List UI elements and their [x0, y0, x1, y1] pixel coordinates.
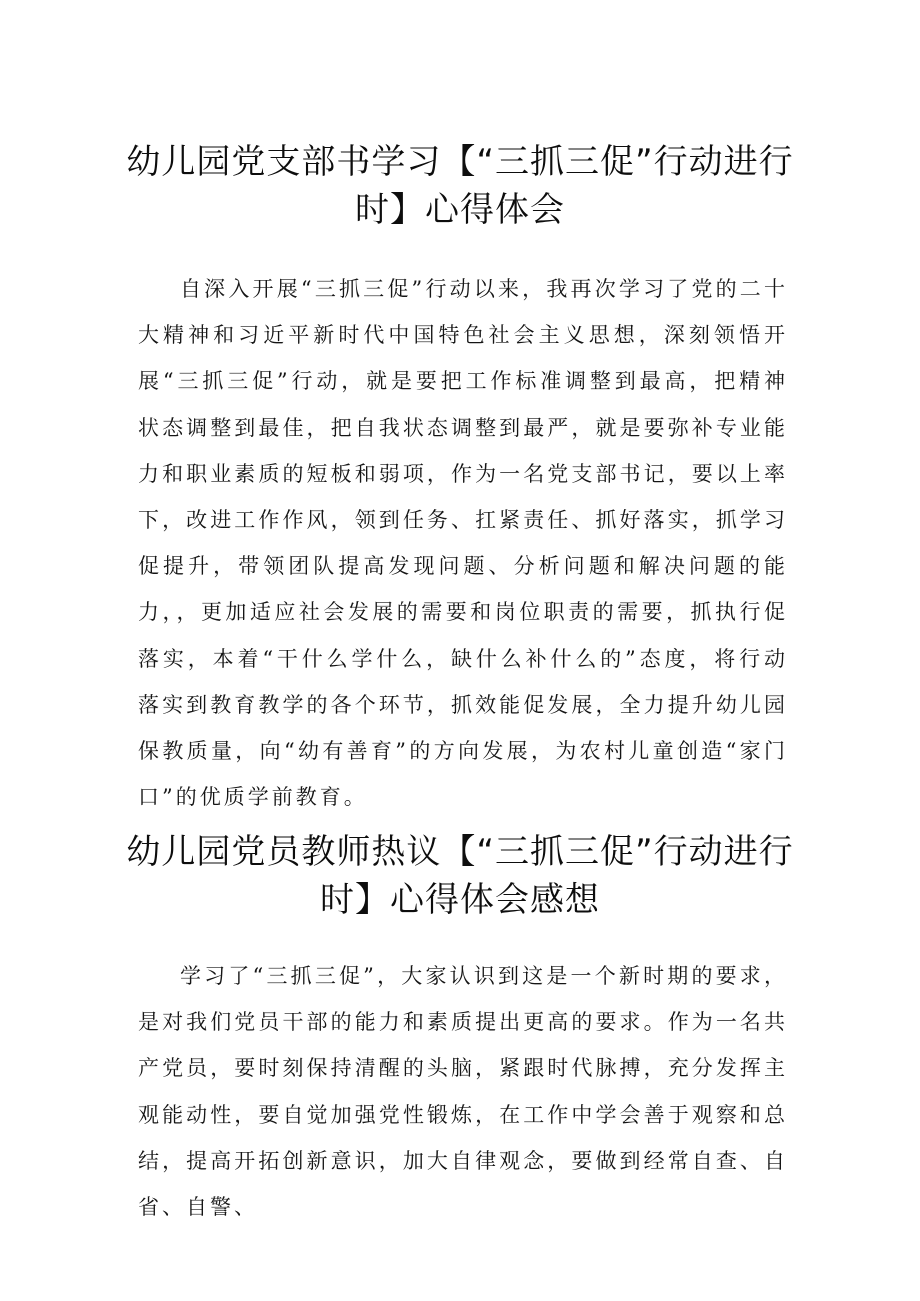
section-2-body: 学习了“三抓三促”，大家认识到这是一个新时期的要求，是对我们党员干部的能力和素质提出更高的要求。作为一名共产党员，要时刻保持清醒的头脑，紧跟时代脉搏，充分发挥主观能动性，要自觉加强党性锻炼，在工作中学会善于观察和总结，提高开拓创新意识，加大自律观念，要做到经常自查、自省、自警、: [138, 964, 788, 1220]
section-2-title: 幼儿园党员教师热议【“三抓三促”行动进行时】心得体会感想: [126, 832, 794, 920]
section-1-body: 自深入开展“三抓三促”行动以来，我再次学习了党的二十大精神和习近平新时代中国特色社会主义思想，深刻领悟开展“三抓三促”行动，就是要把工作标准调整到最高，把精神状态调整到最佳，把自我状态调整到最严，就是要弥补专业能力和职业素质的短板和弱项，作为一名党支部书记，要以上率下，改进工作作风，领到任务、扛紧责任、抓好落实，抓学习促提升，带领团队提高发现问题、分析问题和解决问题的能力，，更加适应社会发展的需要和岗位职责的需要，抓执行促落实，本着“干什么学什么，缺什么补什么的”态度，将行动落实到教育教学的各个环节，抓效能促发展，全力提升幼儿园保教质量，向“幼有善育”的方向发展，为农村儿童创造“家门口”的优质学前教育。: [138, 277, 788, 810]
section-1-title: 幼儿园党支部书学习【“三抓三促”行动进行时】心得体会: [126, 142, 794, 230]
